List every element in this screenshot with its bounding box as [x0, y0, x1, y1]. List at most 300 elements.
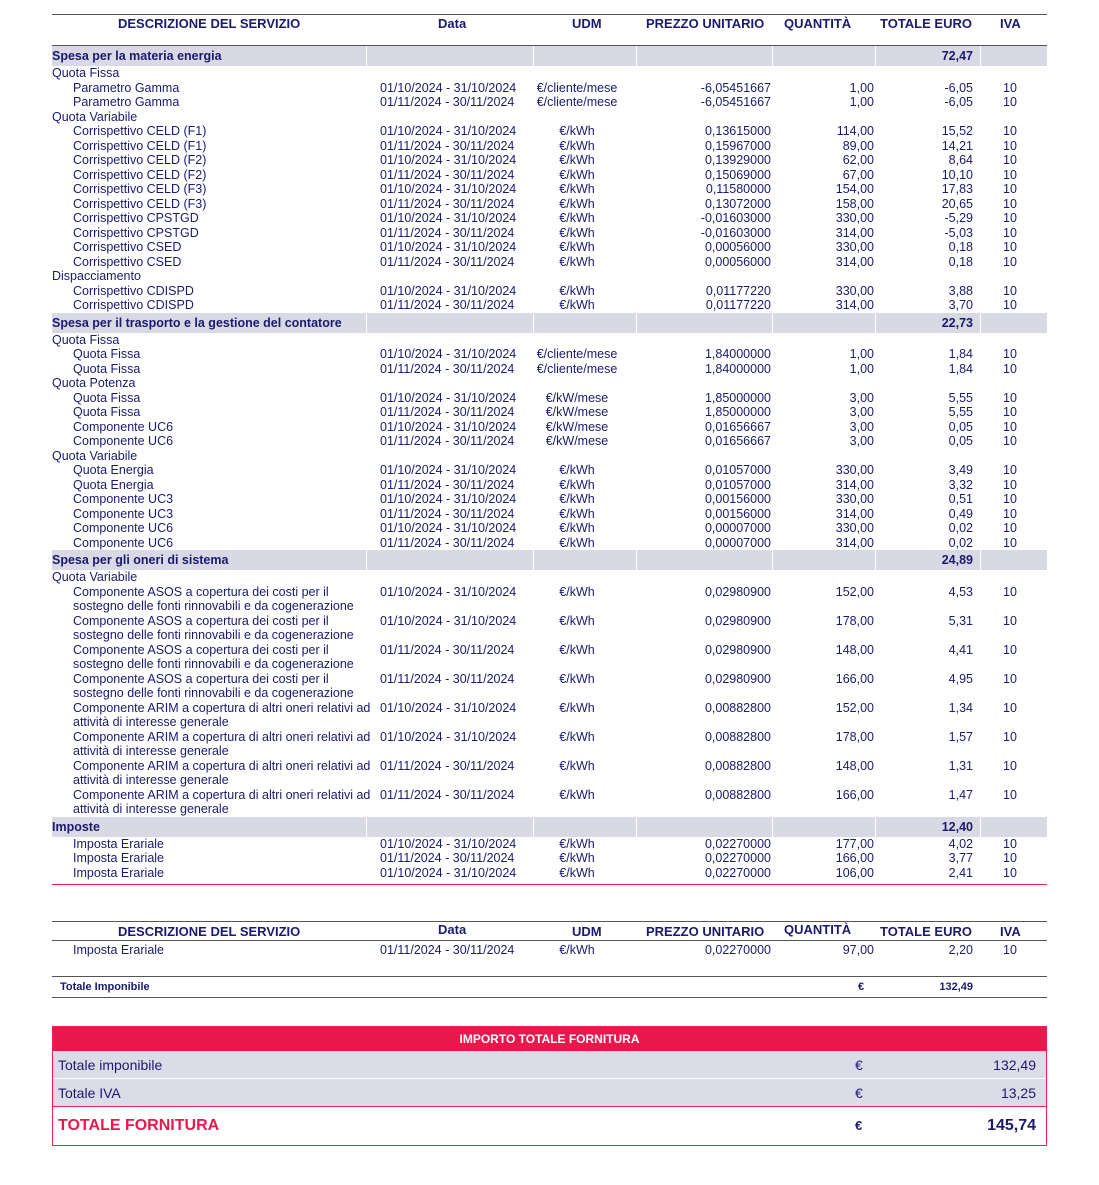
summary-row-imponibile [53, 1051, 1046, 1078]
row-tot: 1,31 [948, 758, 973, 773]
section-divider [366, 817, 367, 837]
row-date: 01/10/2024 - 31/10/2024 [380, 153, 517, 167]
row-tot: -6,05 [944, 80, 973, 95]
row-udm: €/kWh [559, 124, 595, 138]
row-udm: €/kWh [559, 167, 595, 182]
row-desc: Corrispettivo CELD (F1) [73, 124, 207, 138]
row-tot: 1,57 [948, 729, 973, 744]
row-desc: Corrispettivo CSED [73, 240, 182, 254]
summary-currency: € [855, 1056, 863, 1073]
section-header [52, 46, 1047, 66]
row-iva: 10 [1003, 521, 1017, 535]
table-row [52, 866, 1047, 881]
row-desc: Componente ARIM a copertura di altri oneri relativi ad attività di interesse generale [73, 700, 371, 729]
row-iva: 10 [1003, 851, 1017, 865]
row-iva: 10 [1003, 196, 1017, 211]
row-iva: 10 [1003, 865, 1017, 880]
row-tot: 1,47 [948, 787, 973, 802]
row-udm: €/cliente/mese [536, 95, 618, 109]
row-qta: 148,00 [835, 642, 874, 657]
row-udm: €/kWh [559, 477, 595, 492]
row-date: 01/10/2024 - 31/10/2024 [380, 211, 517, 225]
table-row [52, 492, 1047, 507]
sections-container [52, 46, 1047, 880]
row-udm: €/kWh [559, 283, 595, 298]
row-prezzo: 0,00156000 [704, 492, 771, 506]
row-date: 01/11/2024 - 30/11/2024 [380, 298, 515, 312]
row-qta: 314,00 [835, 535, 874, 550]
row-qta: 178,00 [835, 613, 874, 628]
row-udm: €/kW/mese [545, 419, 609, 434]
col-header-prezzo: PREZZO UNITARIO [646, 16, 765, 31]
table-end-line [52, 884, 1047, 885]
row-date: 01/10/2024 - 31/10/2024 [380, 729, 517, 744]
row-tot: 2,20 [948, 943, 973, 957]
row-date: 01/10/2024 - 31/10/2024 [380, 521, 517, 535]
col-header-udm: UDM [572, 16, 602, 31]
row-tot: 10,10 [941, 167, 973, 182]
row-iva: 10 [1003, 124, 1017, 138]
row-iva: 10 [1003, 943, 1017, 957]
col-header-prezzo: PREZZO UNITARIO [646, 924, 765, 939]
row-iva: 10 [1003, 419, 1017, 434]
totale-fornitura-value: 145,74 [987, 1116, 1036, 1134]
row-prezzo: 0,02980900 [704, 671, 771, 686]
summary-value: 132,49 [993, 1056, 1036, 1073]
row-desc: Componente ASOS a copertura dei costi per il sostegno delle fonti rinnovabili e da cogenerazione [73, 671, 354, 700]
row-iva: 10 [1003, 167, 1017, 182]
row-prezzo: 0,00882800 [704, 758, 771, 773]
row-iva: 10 [1003, 535, 1017, 550]
row-date: 01/10/2024 - 31/10/2024 [380, 283, 517, 298]
row-iva: 10 [1003, 729, 1017, 744]
row-tot: 4,02 [948, 836, 973, 851]
row-date: 01/11/2024 - 30/11/2024 [380, 405, 515, 419]
summary-final-row [53, 1106, 1046, 1145]
table-row [52, 226, 1047, 241]
row-prezzo: 0,00882800 [704, 729, 771, 744]
row-date: 01/11/2024 - 30/11/2024 [380, 758, 515, 773]
row-udm: €/kWh [559, 521, 595, 535]
table-row [52, 95, 1047, 110]
row-iva: 10 [1003, 477, 1017, 492]
row-iva: 10 [1003, 642, 1017, 657]
row-qta: 3,00 [849, 405, 874, 419]
row-udm: €/kWh [559, 240, 595, 254]
table-row [52, 420, 1047, 435]
row-qta: 152,00 [835, 700, 874, 715]
row-date: 01/11/2024 - 30/11/2024 [380, 434, 515, 448]
table-row [52, 614, 1047, 643]
row-desc: Componente ASOS a copertura dei costi per il sostegno delle fonti rinnovabili e da cogenerazione [73, 613, 354, 642]
row-desc: Corrispettivo CPSTGD [73, 225, 199, 240]
row-iva: 10 [1003, 758, 1017, 773]
row-iva: 10 [1003, 95, 1017, 109]
section-divider [980, 550, 981, 570]
row-tot: 5,55 [948, 390, 973, 405]
section-divider [636, 46, 637, 66]
row-desc: Quota Fissa [73, 405, 141, 419]
row-udm: €/kW/mese [545, 405, 609, 419]
row-udm: €/kW/mese [545, 434, 609, 448]
row-iva: 10 [1003, 80, 1017, 95]
row-desc: Componente UC6 [73, 521, 174, 535]
row-tot: 4,53 [948, 584, 973, 599]
table-row [52, 81, 1047, 96]
row-date: 01/11/2024 - 30/11/2024 [380, 196, 515, 211]
row-udm: €/cliente/mese [536, 80, 618, 95]
section-divider [533, 550, 534, 570]
row-tot: 5,55 [948, 405, 973, 419]
row-udm: €/kWh [559, 758, 595, 773]
row-date: 01/10/2024 - 31/10/2024 [380, 836, 517, 851]
row-iva: 10 [1003, 405, 1017, 419]
section-divider [875, 46, 876, 66]
row-desc: Quota Fissa [73, 347, 141, 361]
row-desc: Parametro Gamma [73, 80, 180, 95]
row-desc: Corrispettivo CDISPD [73, 283, 194, 298]
row-prezzo: 0,01057000 [704, 477, 771, 492]
row-date: 01/11/2024 - 30/11/2024 [380, 943, 515, 957]
row-iva: 10 [1003, 138, 1017, 153]
row-desc: Corrispettivo CDISPD [73, 298, 194, 312]
row-prezzo: 0,00156000 [704, 506, 771, 521]
row-qta: 1,00 [849, 347, 874, 361]
row-iva: 10 [1003, 463, 1017, 477]
row-desc: Componente UC6 [73, 535, 174, 550]
table-row [52, 536, 1047, 551]
row-udm: €/kWh [559, 506, 595, 521]
table-row [52, 182, 1047, 197]
row-prezzo: 0,15967000 [704, 138, 771, 153]
section-header [52, 313, 1047, 333]
row-desc: Quota Fissa [73, 361, 141, 376]
table-row [52, 362, 1047, 377]
row-tot: 15,52 [941, 124, 973, 138]
row-desc: Componente ASOS a copertura dei costi per il sostegno delle fonti rinnovabili e da cogenerazione [73, 584, 354, 613]
totale-imponibile-value: 132,49 [939, 980, 973, 993]
row-udm: €/kWh [559, 492, 595, 506]
row-prezzo: 0,13072000 [704, 196, 771, 211]
table-row [52, 759, 1047, 788]
row-tot: 1,84 [948, 347, 973, 361]
row-qta: 314,00 [835, 506, 874, 521]
table-row [52, 197, 1047, 212]
section-divider [533, 46, 534, 66]
row-tot: 17,83 [941, 182, 973, 196]
row-qta: 330,00 [835, 240, 874, 254]
row-tot: 0,18 [948, 254, 973, 269]
row-udm: €/kWh [559, 463, 595, 477]
row-iva: 10 [1003, 153, 1017, 167]
row-qta: 177,00 [835, 836, 874, 851]
row-udm: €/kWh [559, 298, 595, 312]
row-udm: €/kWh [559, 584, 595, 599]
row-prezzo: 0,00882800 [704, 787, 771, 802]
table-header [52, 14, 1047, 46]
row-iva: 10 [1003, 254, 1017, 269]
row-qta: 1,00 [849, 80, 874, 95]
section-divider [366, 550, 367, 570]
section-divider [366, 46, 367, 66]
row-desc: Corrispettivo CELD (F3) [73, 196, 207, 211]
row-prezzo: 0,00882800 [704, 700, 771, 715]
table-row [52, 521, 1047, 536]
row-prezzo: 1,85000000 [704, 390, 771, 405]
row-date: 01/11/2024 - 30/11/2024 [380, 506, 515, 521]
col-header-udm: UDM [572, 924, 602, 939]
row-qta: 166,00 [835, 787, 874, 802]
row-date: 01/11/2024 - 30/11/2024 [380, 477, 515, 492]
row-tot: 3,77 [948, 851, 973, 865]
row-tot: 0,51 [948, 492, 973, 506]
row-qta: 62,00 [842, 153, 874, 167]
row-iva: 10 [1003, 434, 1017, 448]
section-divider [980, 46, 981, 66]
row-prezzo: 1,85000000 [704, 405, 771, 419]
row-prezzo: 0,00007000 [704, 535, 771, 550]
row-qta: 1,00 [849, 95, 874, 109]
row-date: 01/11/2024 - 30/11/2024 [380, 225, 515, 240]
row-tot: 3,49 [948, 463, 973, 477]
row-prezzo: 0,01057000 [704, 463, 771, 477]
group-label: Quota Variabile [52, 570, 138, 584]
row-prezzo: 1,84000000 [704, 347, 771, 361]
row-tot: 0,02 [948, 521, 973, 535]
table-row [52, 701, 1047, 730]
row-desc: Corrispettivo CELD (F2) [73, 167, 207, 182]
row-date: 01/10/2024 - 31/10/2024 [380, 390, 517, 405]
row-tot: 3,70 [948, 298, 973, 312]
table-row [52, 478, 1047, 493]
row-qta: 166,00 [835, 851, 874, 865]
row-desc: Imposta Erariale [73, 836, 165, 851]
row-desc: Quota Fissa [73, 390, 141, 405]
row-qta: 330,00 [835, 283, 874, 298]
row-udm: €/kWh [559, 138, 595, 153]
row-qta: 89,00 [842, 138, 874, 153]
section-divider [875, 817, 876, 837]
col-header-iva: IVA [1000, 924, 1021, 939]
row-iva: 10 [1003, 700, 1017, 715]
row-tot: 0,05 [948, 434, 973, 448]
section-title: Spesa per la materia energia [52, 49, 222, 63]
table-row [52, 347, 1047, 362]
row-udm: €/kWh [559, 836, 595, 851]
row-udm: €/kWh [559, 700, 595, 715]
row-prezzo: 0,02980900 [704, 613, 771, 628]
table-row [52, 463, 1047, 478]
table-row [52, 168, 1047, 183]
row-qta: 166,00 [835, 671, 874, 686]
row-prezzo: 0,01656667 [704, 434, 771, 448]
second-table-rows [52, 943, 1047, 958]
row-prezzo: 0,01656667 [704, 419, 771, 434]
table-row [52, 211, 1047, 226]
row-desc: Componente ARIM a copertura di altri oneri relativi ad attività di interesse generale [73, 787, 371, 816]
row-prezzo: 0,02270000 [704, 943, 771, 957]
row-iva: 10 [1003, 211, 1017, 225]
row-qta: 154,00 [835, 182, 874, 196]
row-iva: 10 [1003, 787, 1017, 802]
section-header [52, 550, 1047, 570]
col-header-iva: IVA [1000, 16, 1021, 31]
row-prezzo: 0,02980900 [704, 642, 771, 657]
row-tot: 4,41 [948, 642, 973, 657]
row-date: 01/10/2024 - 31/10/2024 [380, 80, 517, 95]
row-desc: Corrispettivo CSED [73, 254, 182, 269]
row-udm: €/kWh [559, 613, 595, 628]
section-divider [636, 313, 637, 333]
row-desc: Corrispettivo CELD (F1) [73, 138, 207, 153]
section-amount: 72,47 [941, 49, 973, 63]
row-udm: €/cliente/mese [536, 347, 618, 361]
section-header [52, 817, 1047, 837]
row-qta: 1,00 [849, 361, 874, 376]
row-udm: €/kWh [559, 254, 595, 269]
row-tot: 4,95 [948, 671, 973, 686]
row-qta: 114,00 [836, 124, 874, 138]
totale-imponibile-row [52, 976, 1047, 998]
row-date: 01/10/2024 - 31/10/2024 [380, 124, 517, 138]
row-desc: Quota Energia [73, 463, 154, 477]
invoice-detail [52, 0, 1047, 1146]
row-date: 01/10/2024 - 31/10/2024 [380, 613, 517, 628]
row-tot: -6,05 [944, 95, 973, 109]
row-desc: Componente UC6 [73, 419, 174, 434]
row-udm: €/kWh [559, 182, 595, 196]
row-date: 01/10/2024 - 31/10/2024 [380, 463, 517, 477]
row-prezzo: 0,00056000 [704, 240, 771, 254]
row-desc: Componente UC6 [73, 434, 174, 448]
totale-fornitura-currency: € [855, 1117, 863, 1133]
table-row [52, 391, 1047, 406]
row-qta: 314,00 [835, 298, 874, 312]
summary-box [52, 1026, 1047, 1146]
section-divider [533, 313, 534, 333]
row-desc: Componente ARIM a copertura di altri oneri relativi ad attività di interesse generale [73, 729, 371, 758]
table-row [52, 139, 1047, 154]
table-row [52, 124, 1047, 139]
row-tot: 0,49 [948, 506, 973, 521]
col-header-desc: DESCRIZIONE DEL SERVIZIO [118, 16, 301, 31]
row-iva: 10 [1003, 225, 1017, 240]
row-iva: 10 [1003, 361, 1017, 376]
row-qta: 148,00 [835, 758, 874, 773]
row-udm: €/kWh [559, 851, 595, 865]
row-tot: 2,41 [948, 865, 973, 880]
totale-imponibile-label: Totale Imponibile [60, 980, 150, 993]
table-row [52, 730, 1047, 759]
row-desc: Imposta Erariale [73, 851, 165, 865]
row-prezzo: 0,02270000 [704, 851, 771, 865]
row-date: 01/10/2024 - 31/10/2024 [380, 182, 517, 196]
row-prezzo: 0,02270000 [704, 836, 771, 851]
row-prezzo: -6,05451667 [700, 80, 771, 95]
row-udm: €/kWh [559, 535, 595, 550]
row-udm: €/kW/mese [545, 390, 609, 405]
section-divider [980, 817, 981, 837]
row-udm: €/kWh [559, 211, 595, 225]
row-date: 01/11/2024 - 30/11/2024 [380, 642, 515, 657]
row-iva: 10 [1003, 671, 1017, 686]
section-divider [636, 550, 637, 570]
row-prezzo: 0,00007000 [704, 521, 771, 535]
totale-imponibile-currency: € [858, 980, 865, 993]
section-divider [875, 550, 876, 570]
section-amount: 12,40 [941, 819, 973, 834]
row-date: 01/11/2024 - 30/11/2024 [380, 787, 515, 802]
row-desc: Quota Energia [73, 477, 154, 492]
section-divider [772, 550, 773, 570]
row-tot: 3,88 [948, 283, 973, 298]
row-iva: 10 [1003, 240, 1017, 254]
row-iva: 10 [1003, 506, 1017, 521]
summary-label: Totale IVA [58, 1084, 121, 1101]
row-date: 01/11/2024 - 30/11/2024 [380, 167, 515, 182]
row-desc: Componente ASOS a copertura dei costi per il sostegno delle fonti rinnovabili e da cogenerazione [73, 642, 354, 671]
row-iva: 10 [1003, 182, 1017, 196]
table-row [52, 284, 1047, 299]
table-row [52, 851, 1047, 866]
row-date: 01/11/2024 - 30/11/2024 [380, 535, 515, 550]
section-divider [772, 817, 773, 837]
totale-fornitura-label: TOTALE FORNITURA [58, 1116, 220, 1134]
row-prezzo: -0,01603000 [700, 225, 771, 240]
row-date: 01/10/2024 - 31/10/2024 [380, 240, 517, 254]
section-amount: 24,89 [941, 553, 973, 567]
col-header-tot: TOTALE EURO [880, 924, 972, 939]
row-udm: €/kWh [559, 642, 595, 657]
row-date: 01/10/2024 - 31/10/2024 [380, 347, 517, 361]
row-iva: 10 [1003, 347, 1017, 361]
section-divider [980, 313, 981, 333]
col-header-qta: QUANTITÀ [784, 922, 852, 937]
row-iva: 10 [1003, 492, 1017, 506]
row-desc: Corrispettivo CPSTGD [73, 211, 199, 225]
row-desc: Imposta Erariale [73, 865, 165, 880]
row-udm: €/kWh [559, 943, 595, 957]
row-qta: 158,00 [835, 196, 874, 211]
row-iva: 10 [1003, 283, 1017, 298]
row-date: 01/11/2024 - 30/11/2024 [380, 851, 515, 865]
section-divider [772, 46, 773, 66]
row-prezzo: 0,13615000 [704, 124, 771, 138]
row-iva: 10 [1003, 613, 1017, 628]
summary-label: Totale imponibile [58, 1056, 163, 1073]
group-label: Dispacciamento [52, 269, 141, 283]
table-row [52, 643, 1047, 672]
row-tot: 1,34 [948, 700, 973, 715]
row-tot: 5,31 [948, 613, 973, 628]
section-divider [636, 817, 637, 837]
row-tot: 1,84 [948, 361, 973, 376]
row-date: 01/10/2024 - 31/10/2024 [380, 865, 517, 880]
row-udm: €/kWh [559, 225, 595, 240]
summary-row-iva [53, 1078, 1046, 1106]
row-prezzo: 1,84000000 [704, 361, 771, 376]
section-divider [875, 313, 876, 333]
group-label: Quota Variabile [52, 448, 138, 463]
row-qta: 152,00 [835, 584, 874, 599]
section-title: Imposte [52, 819, 100, 834]
row-date: 01/11/2024 - 30/11/2024 [380, 361, 515, 376]
row-desc: Corrispettivo CELD (F2) [73, 153, 207, 167]
table-row [52, 298, 1047, 313]
section-divider [366, 313, 367, 333]
row-prezzo: -6,05451667 [700, 95, 771, 109]
row-qta: 178,00 [835, 729, 874, 744]
